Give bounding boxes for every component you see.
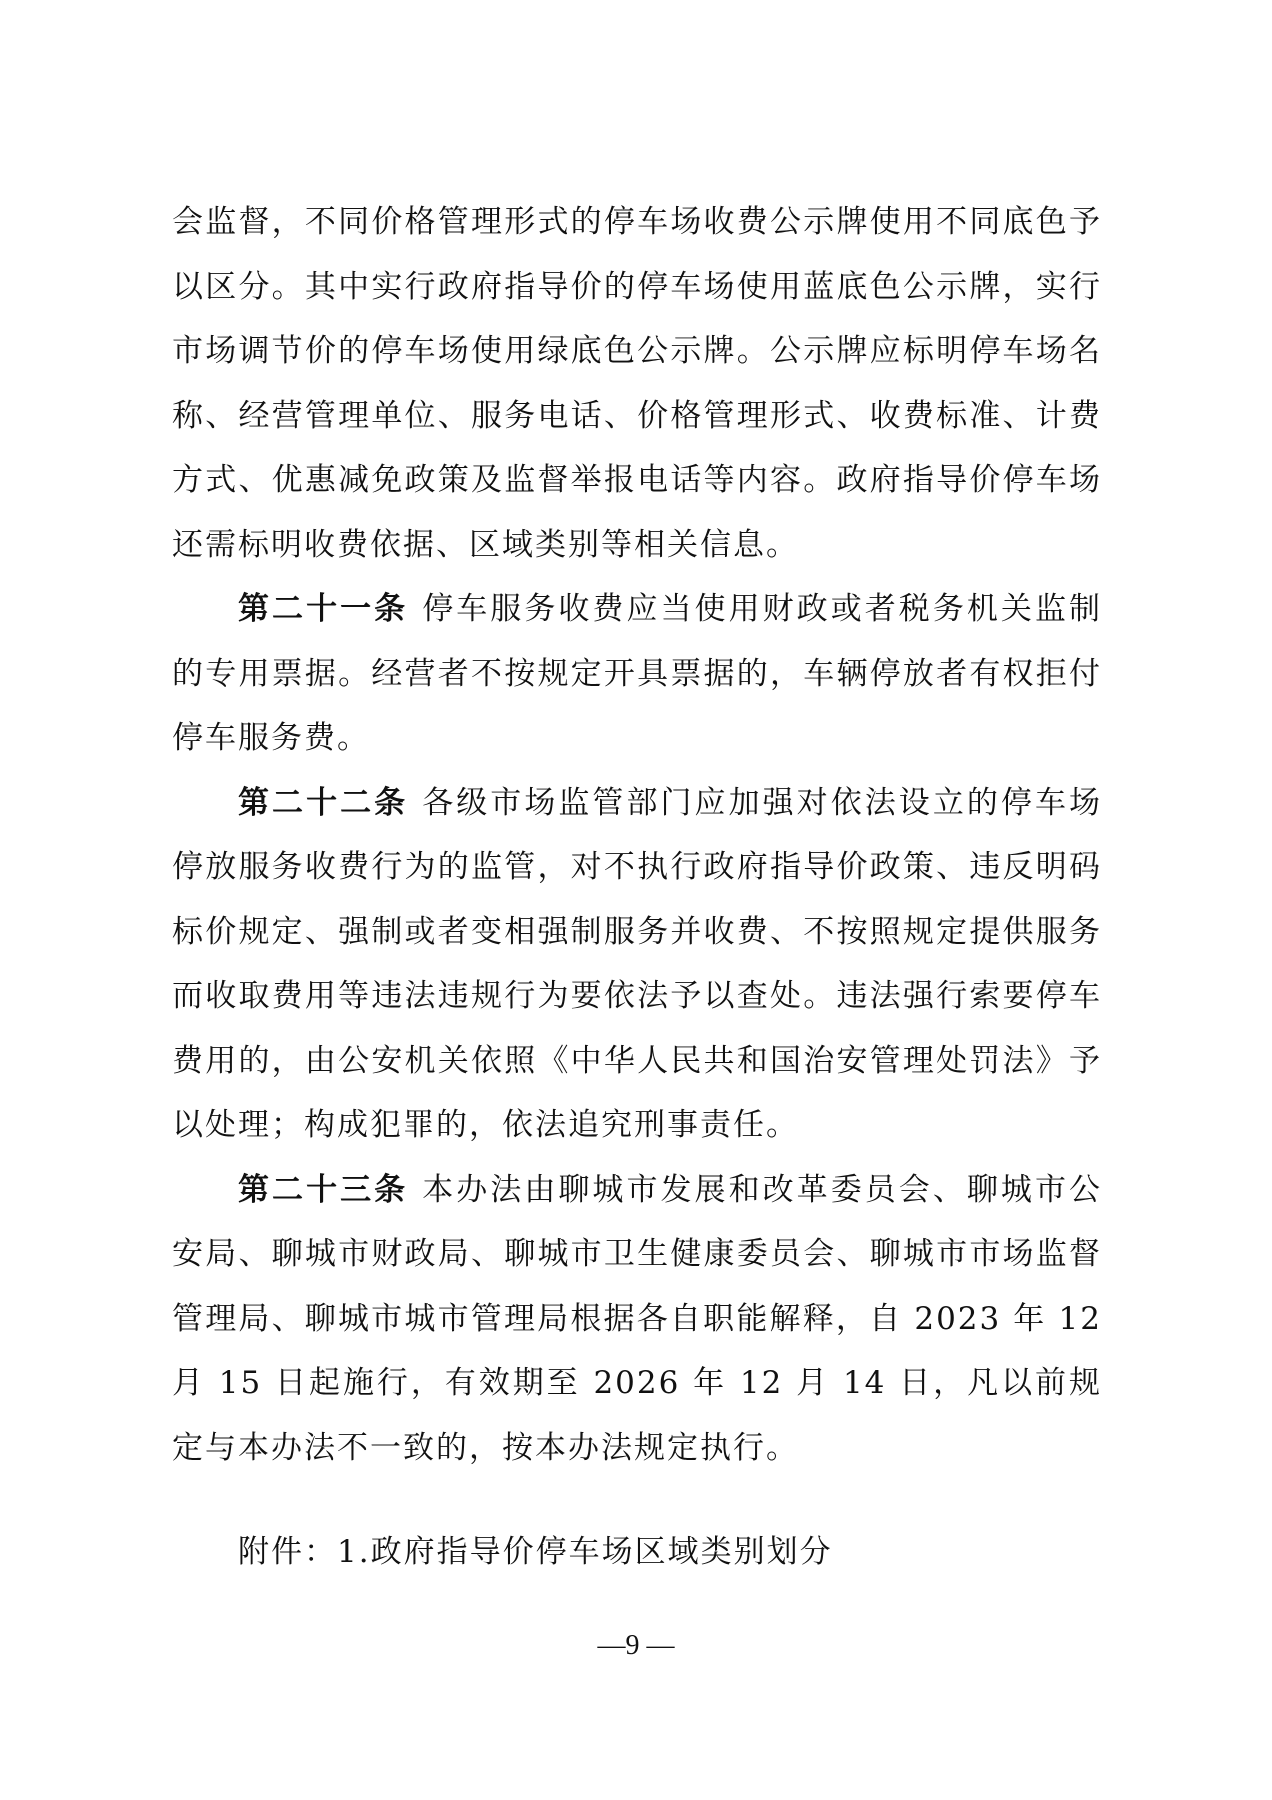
paragraph-continued: 会监督，不同价格管理形式的停车场收费公示牌使用不同底色予以区分。其中实行政府指导价的停车场使用蓝底色公示牌，实行市场调节价的停车场使用绿底色公示牌。公示牌应标明停车场名称、经营管理单位、服务电话、价格管理形式、收费标准、计费方式、优惠减免政策及监督举报电话等内容。政府指导价停车场还需标明收费依据、区域类别等相关信息。 [172,204,1102,563]
page-number: —9 — [597,1630,675,1661]
body-text [172,190,1102,1480]
article-22-text: 各级市场监管部门应加强对依法设立的停车场停放服务收费行为的监管，对不执行政府指导价政策、违反明码标价规定、强制或者变相强制服务并收费、不按照规定提供服务而收取费用等违法违规行为要依法予以查处。违法强行索要停车费用的，由公安机关依照《中华人民共和国治安管理处罚法》予以处理；构成犯罪的，依法追究刑事责任。 [172,784,1103,1143]
article-23-text: 本办法由聊城市发展和改革委员会、聊城市公安局、聊城市财政局、聊城市卫生健康委员会、聊城市市场监督管理局、聊城市城市管理局根据各自职能解释，自 2023 年 12 月 15 日起施行，有效期至 2026 年 12 月 14 日，凡以前规定与本办法不一致的，按本办法规定执行。 [172,1171,1103,1466]
attachment-line: 附件：1.政府指导价停车场区域类别划分 [238,1534,833,1570]
article-22-heading: 第二十二条 [238,784,409,821]
article-22 [172,771,1102,1158]
article-23 [172,1158,1102,1481]
article-21-text: 停车服务收费应当使用财政或者税务机关监制的专用票据。经营者不按规定开具票据的，车辆停放者有权拒付停车服务费。 [172,591,1103,756]
article-23-heading: 第二十三条 [238,1171,409,1208]
article-21 [172,577,1102,771]
article-21-heading: 第二十一条 [238,591,409,627]
